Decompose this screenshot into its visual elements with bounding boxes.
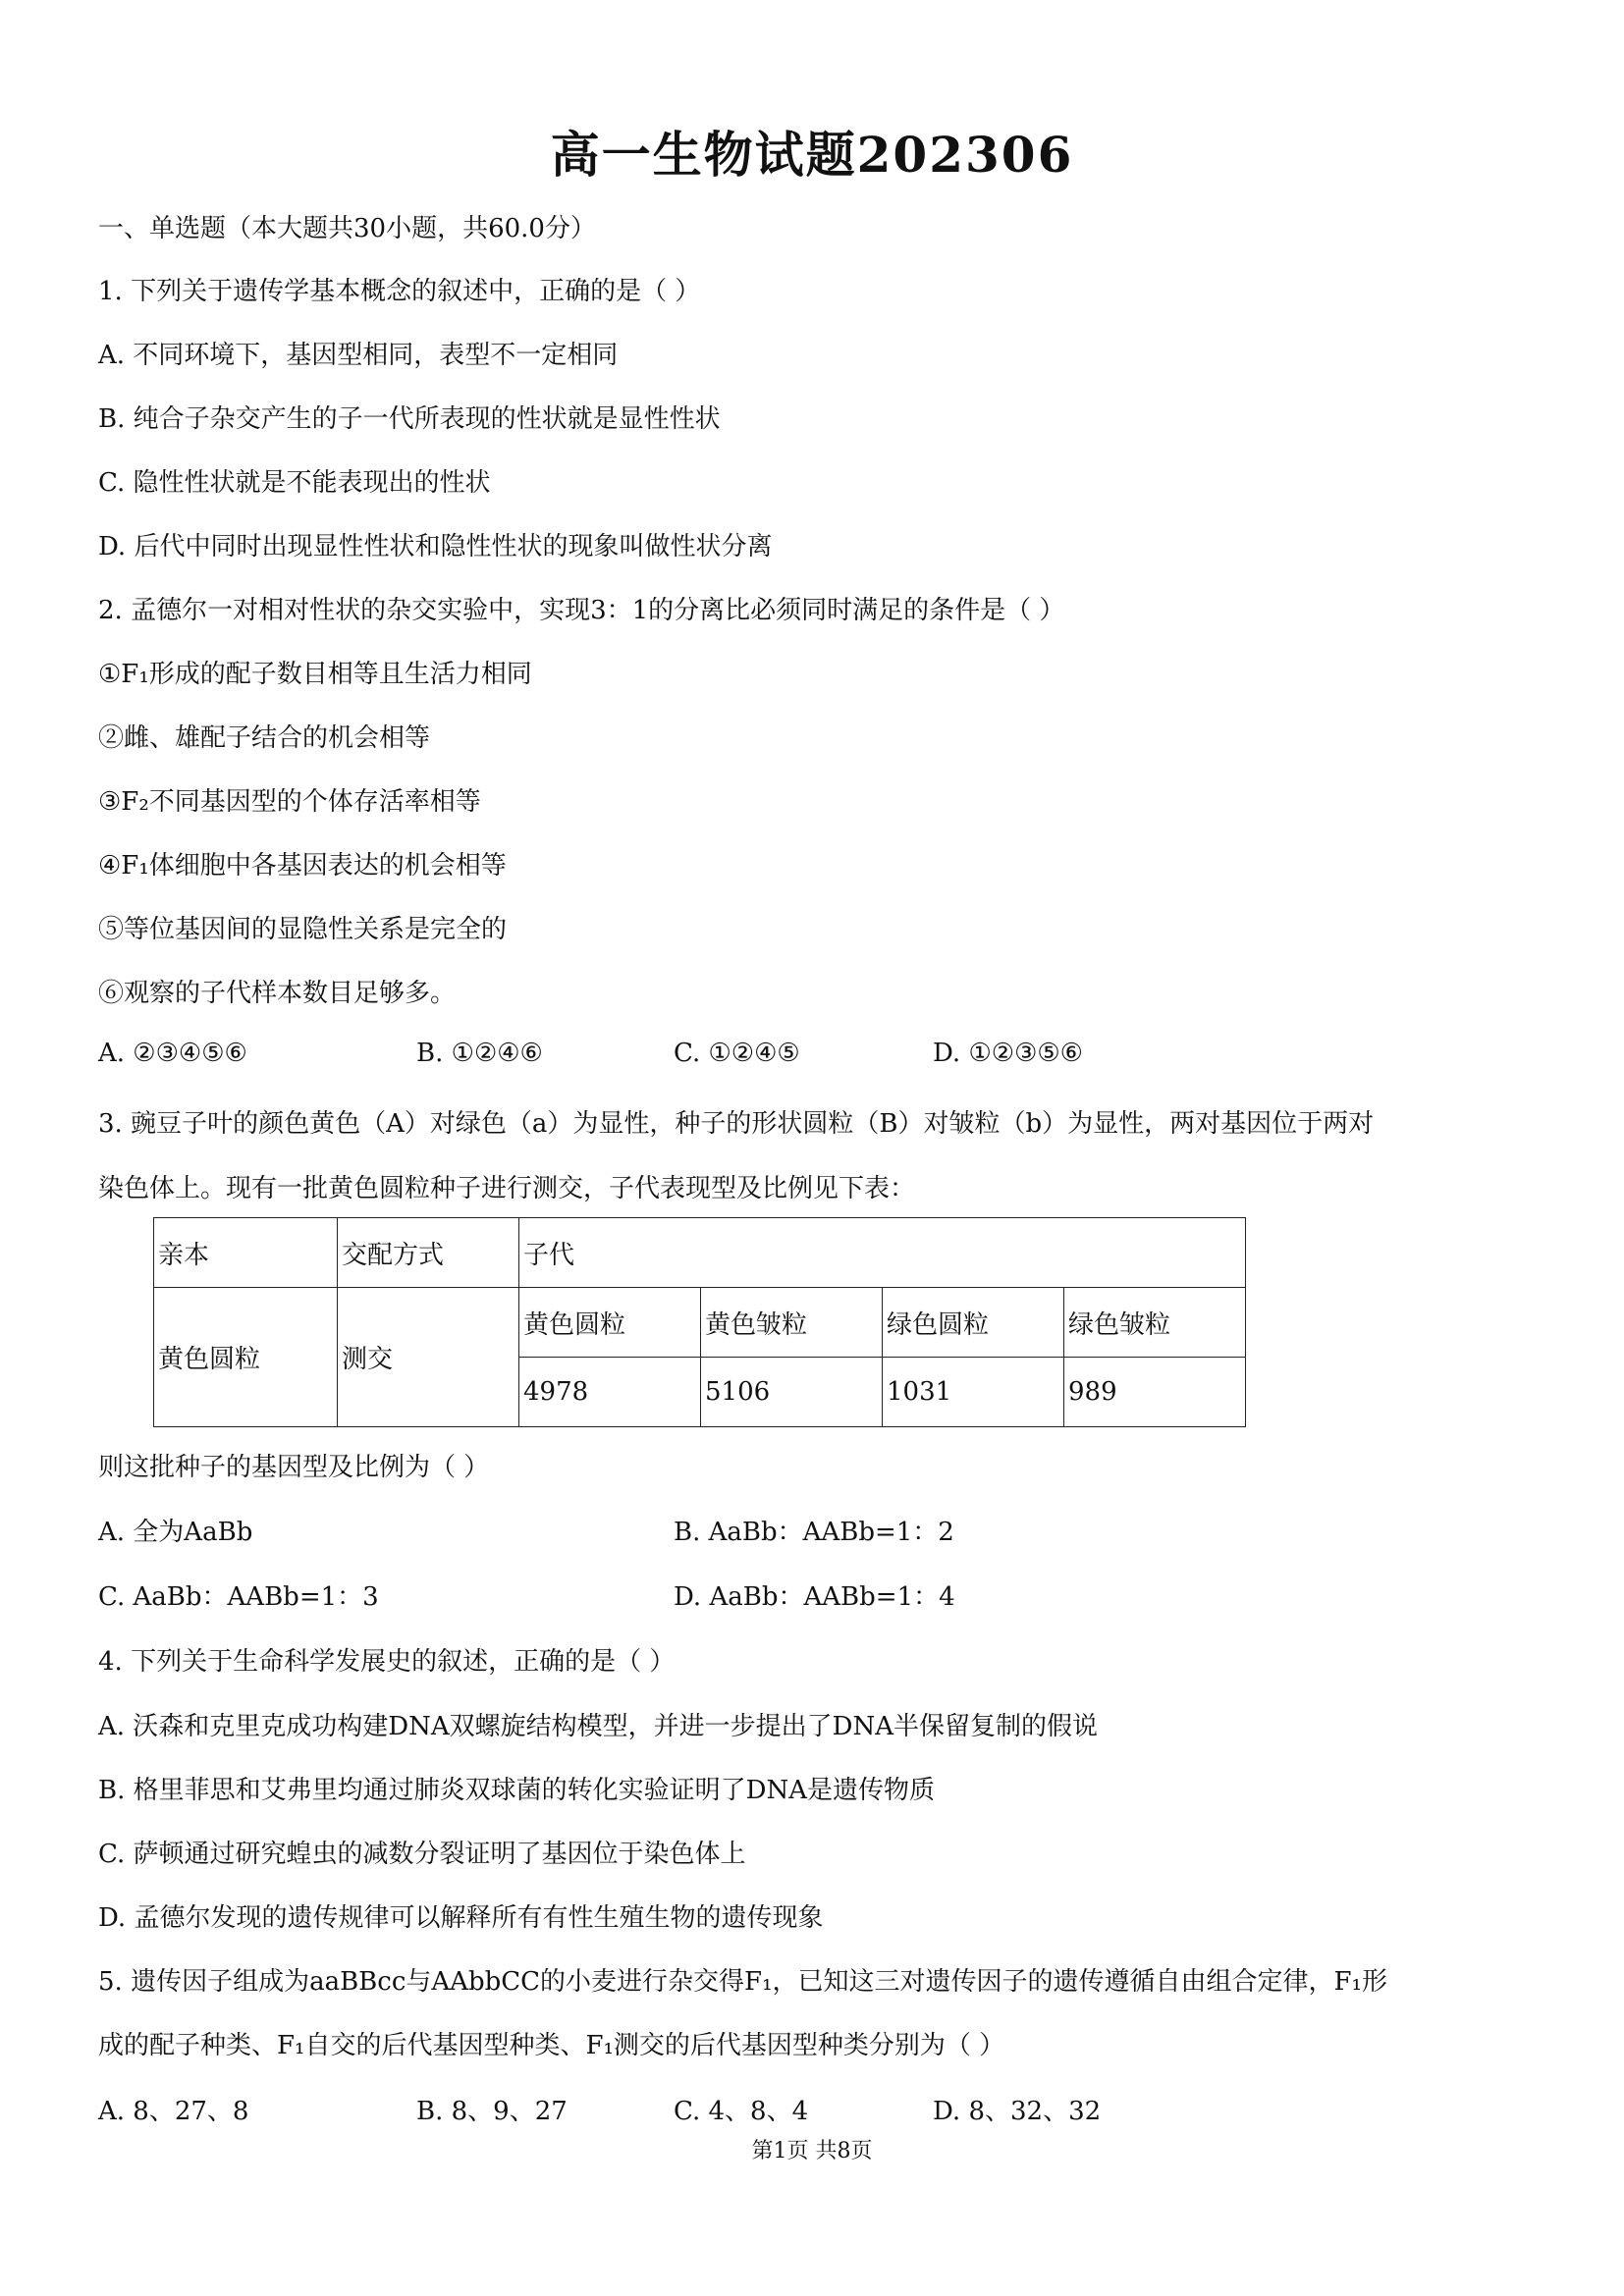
section-heading: 一、单选题（本大题共30小题，共60.0分） bbox=[98, 214, 596, 243]
q3-question: 则这批种子的基因型及比例为（ ） bbox=[98, 1453, 490, 1482]
table-cell-count: 989 bbox=[1064, 1358, 1246, 1427]
q5-stem-line-2: 成的配子种类、F₁自交的后代基因型种类、F₁测交的后代基因型种类分别为（ ） bbox=[98, 2031, 1005, 2060]
q4-stem: 4. 下列关于生命科学发展史的叙述，正确的是（ ） bbox=[98, 1647, 676, 1677]
q1-option-a: A. 不同环境下，基因型相同，表型不一定相同 bbox=[98, 341, 619, 370]
q2-item-5: ⑤等位基因间的显隐性关系是完全的 bbox=[98, 915, 508, 944]
q5-option-b: B. 8、9、27 bbox=[416, 2097, 568, 2126]
table-cell-count: 1031 bbox=[883, 1358, 1064, 1427]
q1-stem: 1. 下列关于遗传学基本概念的叙述中，正确的是（ ） bbox=[98, 277, 701, 306]
q2-option-a: A. ②③④⑤⑥ bbox=[98, 1039, 247, 1068]
table-header-parent: 亲本 bbox=[154, 1218, 338, 1288]
page-title: 高一生物试题202306 bbox=[550, 126, 1074, 184]
q4-option-b: B. 格里菲思和艾弗里均通过肺炎双球菌的转化实验证明了DNA是遗传物质 bbox=[98, 1776, 936, 1805]
table-cell-count: 4978 bbox=[519, 1358, 701, 1427]
q2-item-4: ④F₁体细胞中各基因表达的机会相等 bbox=[98, 851, 507, 881]
q4-option-a: A. 沃森和克里克成功构建DNA双螺旋结构模型，并进一步提出了DNA半保留复制的假说 bbox=[98, 1712, 1099, 1741]
q3-option-b: B. AaBb：AABb=1：2 bbox=[674, 1518, 954, 1547]
q2-item-1: ①F₁形成的配子数目相等且生活力相同 bbox=[98, 660, 532, 689]
q3-option-c: C. AaBb：AABb=1：3 bbox=[98, 1582, 379, 1612]
q2-option-b: B. ①②④⑥ bbox=[416, 1039, 543, 1068]
q2-item-3: ③F₂不同基因型的个体存活率相等 bbox=[98, 787, 481, 817]
table-cell-mating: 测交 bbox=[338, 1288, 519, 1427]
q5-stem-line-1: 5. 遗传因子组成为aaBBcc与AAbbCC的小麦进行杂交得F₁，已知这三对遗传因子的遗传遵循自由组合定律，F₁形 bbox=[98, 1967, 1387, 1997]
table-cell-type: 黄色皱粒 bbox=[701, 1288, 883, 1358]
q5-option-d: D. 8、32、32 bbox=[933, 2097, 1102, 2126]
q1-option-b: B. 纯合子杂交产生的子一代所表现的性状就是显性性状 bbox=[98, 404, 721, 434]
q5-option-a: A. 8、27、8 bbox=[98, 2097, 249, 2126]
table-cell-count: 5106 bbox=[701, 1358, 883, 1427]
table-header-mating: 交配方式 bbox=[338, 1218, 519, 1288]
table-cell-parent: 黄色圆粒 bbox=[154, 1288, 338, 1427]
table-cell-type: 黄色圆粒 bbox=[519, 1288, 701, 1358]
q1-option-d: D. 后代中同时出现显性性状和隐性性状的现象叫做性状分离 bbox=[98, 532, 773, 561]
q3-option-d: D. AaBb：AABb=1：4 bbox=[674, 1582, 955, 1612]
q3-stem-line-2: 染色体上。现有一批黄色圆粒种子进行测交，子代表现型及比例见下表： bbox=[98, 1174, 916, 1203]
table-header-offspring: 子代 bbox=[519, 1218, 1246, 1288]
q3-data-table bbox=[153, 1217, 1246, 1427]
q2-item-2: ②雌、雄配子结合的机会相等 bbox=[98, 723, 431, 753]
table-cell-type: 绿色皱粒 bbox=[1064, 1288, 1246, 1358]
q2-item-6: ⑥观察的子代样本数目足够多。 bbox=[98, 979, 457, 1008]
table-row bbox=[154, 1288, 1246, 1358]
q5-option-c: C. 4、8、4 bbox=[674, 2097, 809, 2126]
table-cell-type: 绿色圆粒 bbox=[883, 1288, 1064, 1358]
table-row bbox=[154, 1218, 1246, 1288]
q3-stem-line-1: 3. 豌豆子叶的颜色黄色（A）对绿色（a）为显性，种子的形状圆粒（B）对皱粒（b）为显性，两对基因位于两对 bbox=[98, 1109, 1375, 1139]
q2-option-c: C. ①②④⑤ bbox=[674, 1039, 800, 1068]
page-footer: 第1页 共8页 bbox=[751, 2139, 873, 2163]
q2-option-d: D. ①②③⑤⑥ bbox=[933, 1039, 1083, 1068]
q1-option-c: C. 隐性性状就是不能表现出的性状 bbox=[98, 468, 491, 498]
q4-option-c: C. 萨顿通过研究蝗虫的减数分裂证明了基因位于染色体上 bbox=[98, 1840, 746, 1869]
q3-option-a: A. 全为AaBb bbox=[98, 1518, 253, 1547]
q4-option-d: D. 孟德尔发现的遗传规律可以解释所有有性生殖生物的遗传现象 bbox=[98, 1903, 824, 1933]
q2-stem: 2. 孟德尔一对相对性状的杂交实验中，实现3：1的分离比必须同时满足的条件是（ ） bbox=[98, 596, 1065, 625]
